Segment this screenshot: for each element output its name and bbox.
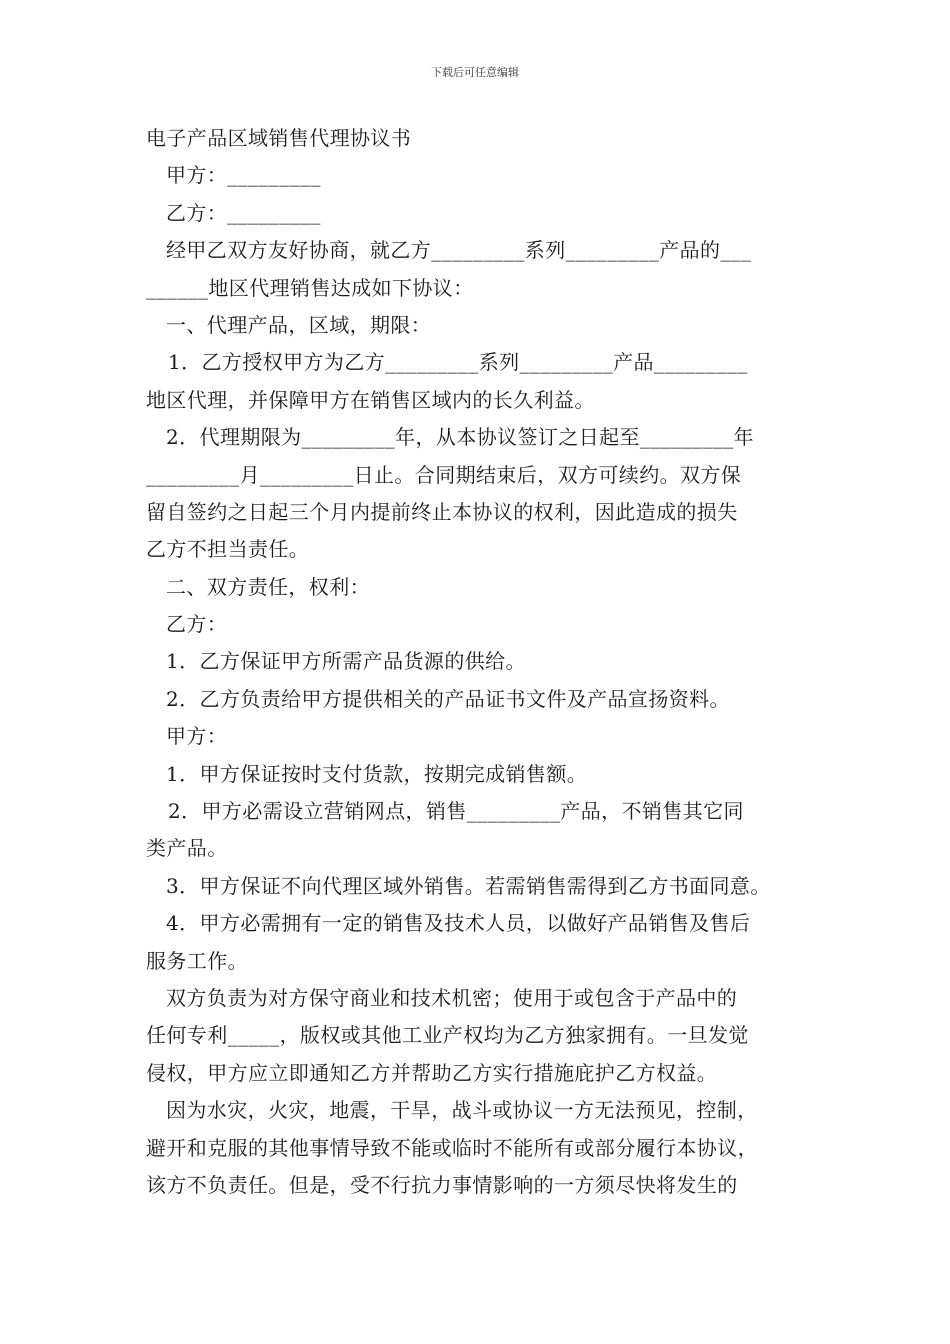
document-title: 电子产品区域销售代理协议书 xyxy=(146,126,412,150)
text-line: 一、代理产品，区域，期限： xyxy=(166,312,432,337)
text-line: 乙方： xyxy=(166,612,228,637)
text-line: 1．乙方保证甲方所需产品货源的供给。 xyxy=(166,649,526,674)
text-line: 4．甲方必需拥有一定的销售及技术人员，以做好产品销售及售后 xyxy=(166,911,751,936)
text-line: 侵权，甲方应立即通知乙方并帮助乙方实行措施庇护乙方权益。 xyxy=(146,1060,718,1085)
text-line: 1．乙方授权甲方为乙方_________系列_________产品_________ xyxy=(168,350,748,375)
text-line: 二、双方责任，权利： xyxy=(166,574,370,599)
text-line: 双方负责为对方保守商业和技术机密；使用于或包含于产品中的 xyxy=(166,985,738,1010)
text-line: 3．甲方保证不向代理区域外销售。若需销售需得到乙方书面同意。 xyxy=(166,873,771,898)
text-line: 2．甲方必需设立营销网点，销售_________产品，不销售其它同 xyxy=(168,799,744,824)
text-line: 因为水灾，火灾，地震，干旱，战斗或协议一方无法预见，控制， xyxy=(166,1098,758,1123)
text-line: 该方不负责任。但是，受不行抗力事情影响的一方须尽快将发生的 xyxy=(146,1172,738,1197)
text-line: ______地区代理销售达成如下协议： xyxy=(146,275,474,300)
text-line: 任何专利_____，版权或其他工业产权均为乙方独家拥有。一旦发觉 xyxy=(146,1023,749,1048)
text-line: 类产品。 xyxy=(146,836,228,861)
text-line: 甲方：_________ xyxy=(166,163,321,188)
document-body xyxy=(146,120,810,1204)
page-header: 下载后可任意编辑 xyxy=(431,66,519,79)
text-line: 经甲乙双方友好协商，就乙方_________系列_________产品的___ xyxy=(166,238,752,263)
text-line: 2．代理期限为_________年，从本协议签订之日起至_________年 xyxy=(166,425,754,450)
text-line: 2．乙方负责给甲方提供相关的产品证书文件及产品宣扬资料。 xyxy=(166,686,730,711)
text-line: 避开和克服的其他事情导致不能或临时不能所有或部分履行本协议， xyxy=(146,1135,758,1160)
text-line: 地区代理，并保障甲方在销售区域内的长久利益。 xyxy=(146,387,595,412)
text-line: 1．甲方保证按时支付货款，按期完成销售额。 xyxy=(166,761,588,786)
text-line: 乙方不担当责任。 xyxy=(146,537,310,562)
text-line: _________月_________日止。合同期结束后，双方可续约。双方保 xyxy=(146,462,742,487)
text-line: 留自签约之日起三个月内提前终止本协议的权利，因此造成的损失 xyxy=(146,499,738,524)
text-line: 服务工作。 xyxy=(146,948,248,973)
text-line: 甲方： xyxy=(166,724,228,749)
text-line: 乙方：_________ xyxy=(166,200,321,225)
